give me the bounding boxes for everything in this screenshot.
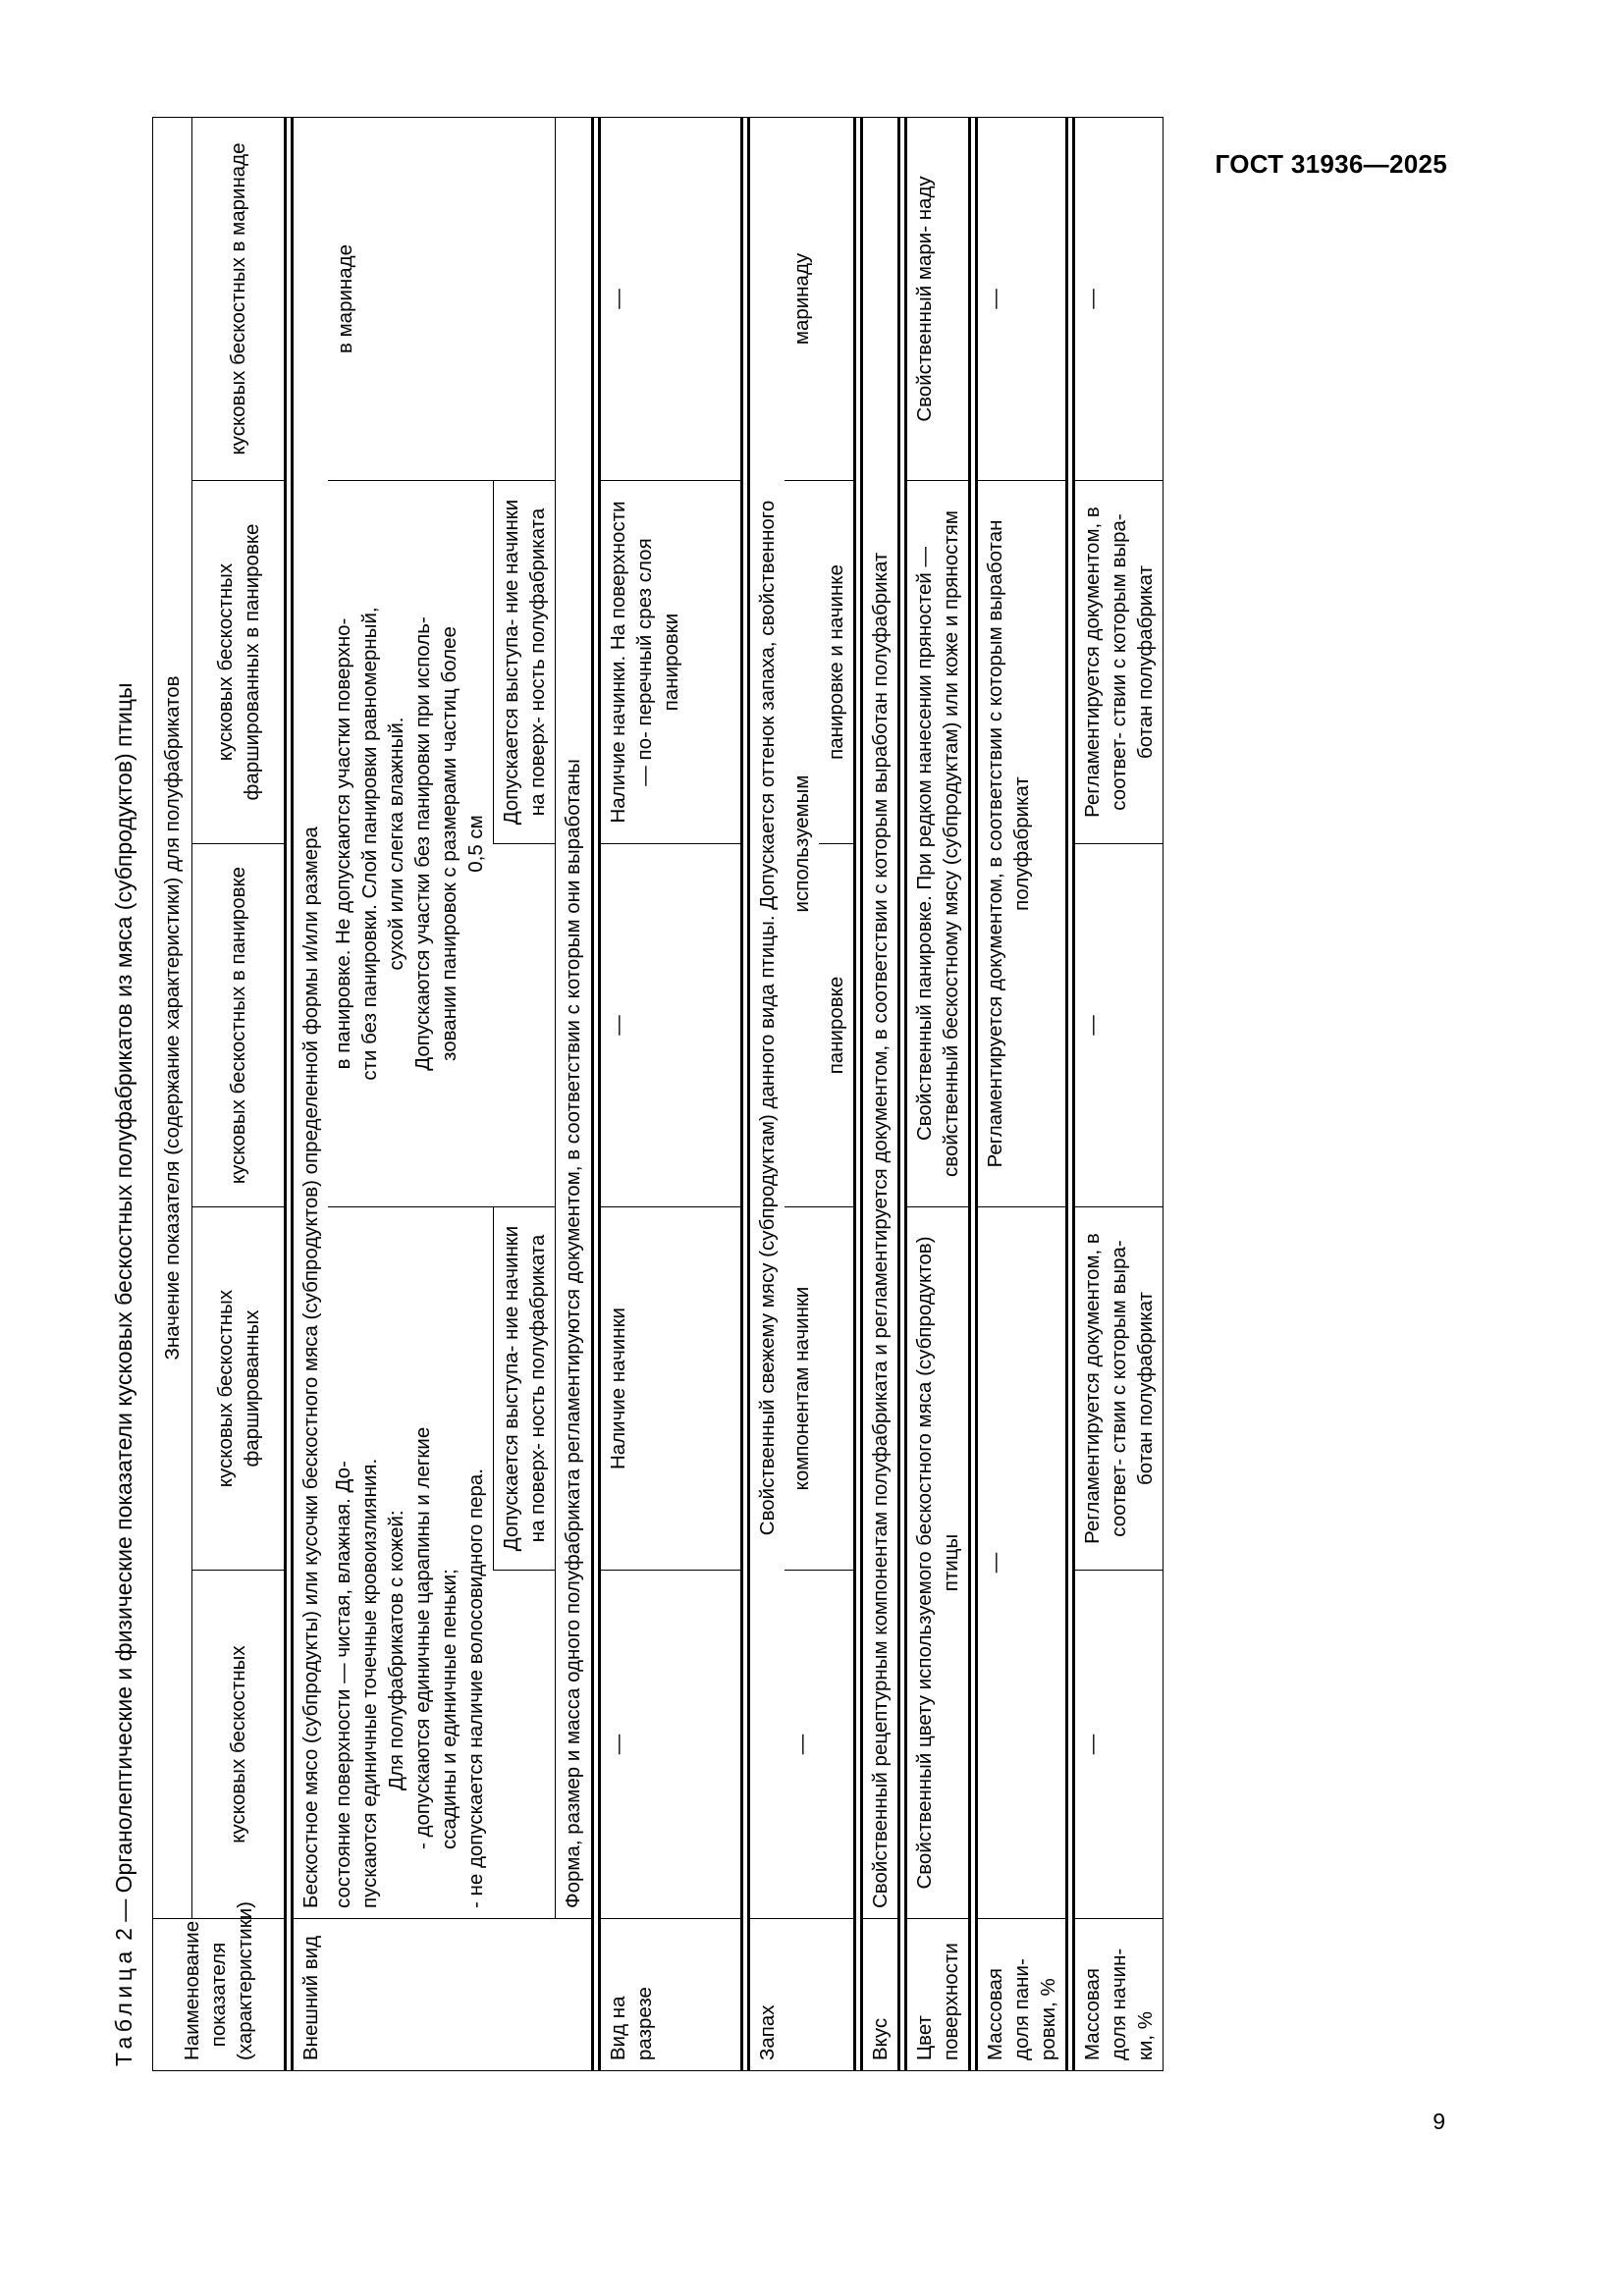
color-plain: Свойственный цвету используемого бескостного мяса (субпродуктов) птицы [905, 1207, 969, 1919]
row-color-name: Цвет поверхности [905, 1919, 969, 2071]
breading-share-breaded: Регламентируется документом, в соответствии с которым выработан полуфабрикат [976, 481, 1066, 1207]
filling-share-marinade: — [1073, 117, 1163, 480]
indicators-table [152, 117, 1164, 2071]
appearance-breaded-line: в панировке. Не допускаются участки поверхно- [332, 617, 355, 1070]
taste-common: Свойственный рецептурным компонентам полуфабриката и регламентируется документом, в соответствии с которым выработан полуфабрикат [861, 117, 898, 1918]
appearance-plain-line: - не допускается наличие волосовидного пера. [464, 1468, 488, 1908]
smell-stuffed-breaded: панировке и начинке [819, 481, 855, 844]
row-smell-name: Запах [748, 1919, 854, 2071]
smell-stuffed: компонентам начинки [785, 1207, 855, 1571]
appearance-shape: Форма, размер и масса одного полуфабриката регламентируются документом, в соответствии с которым они выработаны [556, 117, 592, 1918]
row-cut [599, 117, 741, 2070]
row-breading-share-name: Массовая доля пани- ровки, % [976, 1919, 1066, 2071]
smell-used: используемым [789, 774, 813, 913]
row-cut-name: Вид на разрезе [599, 1919, 741, 2071]
header-col-marinade: кусковых бескостных в маринаде [192, 117, 286, 480]
row-color [905, 117, 969, 2070]
table-header-row-2 [192, 117, 286, 2070]
filling-share-stuffed-breaded: Регламентируется документом, в соответ- ствии с которым выра- ботан полуфабрикат [1073, 481, 1163, 844]
appearance-common: Бескостное мясо (субпродукты) или кусочки бескостного мяса (субпродуктов) определенной формы и/или размера [293, 117, 329, 1918]
appearance-plain-line: состояние поверхности — чистая, влажная. До- [332, 1461, 355, 1908]
row-breading-share [976, 117, 1066, 2070]
smell-marinade: маринаду [785, 117, 855, 480]
cut-stuffed-breaded: Наличие начинки. На поверхности — по- перечный срез слоя панировки [599, 481, 741, 844]
row-taste-name: Вкус [861, 1919, 898, 2071]
row-filling-share [1073, 117, 1163, 2070]
row-appearance-name: Внешний вид [293, 1919, 592, 2071]
row-taste [861, 117, 898, 2070]
header-col-stuffed: кусковых бескостных фаршированных [192, 1207, 286, 1571]
breading-share-plain: — [976, 1207, 1066, 1919]
section-separator [741, 117, 748, 2070]
appearance-breaded-line: сухой или слегка влажный. [385, 717, 408, 971]
row-filling-share-name: Массовая доля начин- ки, % [1073, 1919, 1163, 2071]
appearance-breaded-line: зовании панировок с размерами частиц более [438, 626, 461, 1061]
section-separator [969, 117, 976, 2070]
rotated-table-block [103, 108, 1389, 2091]
appearance-plain-line: ссадины и единичные пеньки; [438, 1569, 461, 1849]
page-number: 9 [1433, 2109, 1445, 2134]
color-marinade: Свойственный мари- наду [905, 117, 969, 480]
appearance-breaded-cell [328, 481, 494, 1207]
smell-breaded: панировке [819, 844, 855, 1207]
table-caption-prefix: Таблица [111, 1947, 136, 2066]
appearance-stuffed-note: Допускается выступа- ние начинки на поверх- ность полуфабриката [494, 1207, 556, 1571]
filling-share-plain: — [1073, 1571, 1163, 1919]
appearance-breaded-line: Допускаются участки без панировки при исполь- [411, 616, 435, 1071]
header-separator [286, 117, 293, 2070]
header-col-stuffed-breaded: кусковых бескостных фаршированных в панировке [192, 481, 286, 844]
appearance-stuffed-breaded-note: Допускается выступа- ние начинки на поверх- ность полуфабриката [494, 481, 556, 844]
appearance-plain-line: - допускаются единичные царапины и легкие [411, 1426, 435, 1849]
row-appearance-common [293, 117, 329, 2070]
filling-share-stuffed: Регламентируется документом, в соответ- ствии с которым выра- ботан полуфабрикат [1073, 1207, 1163, 1571]
cut-marinade: — [599, 117, 741, 480]
appearance-breaded-line: сти без панировки. Слой панировки равномерный, [358, 607, 382, 1081]
appearance-marinade: в маринаде [328, 117, 556, 480]
section-separator [1066, 117, 1073, 2070]
appearance-plain-line: пускаются единичные точечные кровоизлияния. [358, 1458, 382, 1908]
header-group: Значение показателя (содержание характеристики) для полуфабрикатов [153, 117, 192, 1918]
table-header-row-1 [153, 117, 192, 2070]
appearance-breaded-empty [494, 844, 556, 1207]
header-indicator: Наименование показателя (характеристики) [153, 1919, 286, 2071]
filling-share-breaded: — [1073, 844, 1163, 1207]
table-caption-text: 2 — Органолептические и физические показатели кусковых бескостных полуфабрикатов из мяса (субпродуктов) птицы [111, 682, 136, 1948]
cut-stuffed: Наличие начинки [599, 1207, 741, 1571]
row-appearance-shape [556, 117, 592, 2070]
header-col-breaded: кусковых бескостных в панировке [192, 844, 286, 1207]
cut-plain: — [599, 1571, 741, 1919]
row-smell-common [748, 117, 785, 2070]
appearance-breaded-line: 0,5 см [464, 815, 488, 873]
smell-plain: — [785, 1571, 855, 1919]
header-col-plain: кусковых бескостных [192, 1571, 286, 1919]
breading-share-marinade: — [976, 117, 1066, 480]
appearance-plain-empty [494, 1571, 556, 1919]
row-smell-used [785, 117, 819, 2070]
appearance-plain-line: Для полуфабрикатов с кожей: [385, 1510, 408, 1790]
section-separator [854, 117, 861, 2070]
section-separator [592, 117, 599, 2070]
cut-breaded: — [599, 844, 741, 1207]
smell-common: Свойственный свежему мясу (субпродуктам) данного вида птицы. Допускается оттенок запаха, свойственного [748, 117, 785, 1918]
document-header: ГОСТ 31936—2025 [1215, 149, 1447, 179]
row-appearance-details [328, 117, 494, 2070]
appearance-plain-cell [328, 1207, 494, 1919]
section-separator [898, 117, 905, 2070]
color-breaded: Свойственный панировке. При редком нанесении пряностей — свойственный бескостному мясу (субпродуктам) или коже и пряностям [905, 481, 969, 1207]
table-caption [111, 682, 137, 2066]
